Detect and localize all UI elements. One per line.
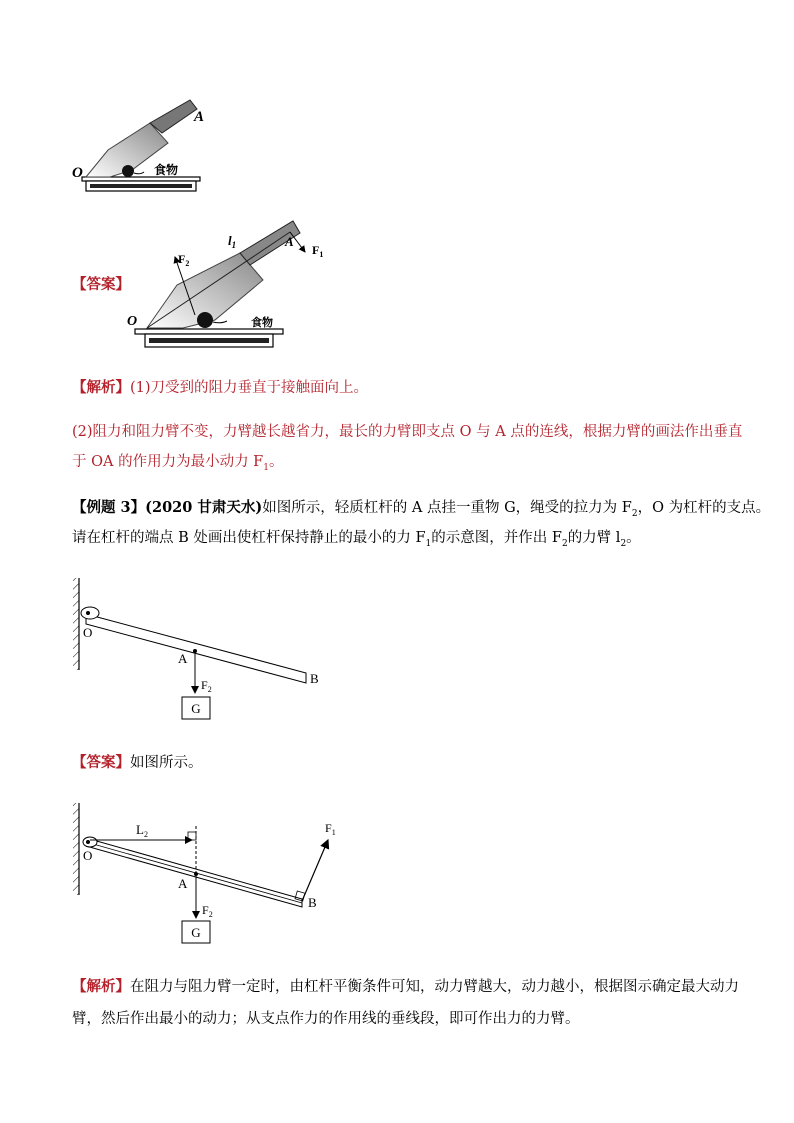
force-f1-arrow xyxy=(302,840,328,901)
example-tag: 【例题 3】 xyxy=(72,499,146,516)
label-a: A xyxy=(178,876,188,891)
label-f2: $F_2$ xyxy=(201,678,212,694)
label-o: O xyxy=(127,314,138,329)
lever-figure-question xyxy=(70,575,340,725)
wall-hatch xyxy=(73,803,79,895)
label-o: O xyxy=(83,848,93,863)
label-g: G xyxy=(191,701,201,716)
analysis-text: (1)刀受到的阻力垂直于接触面向上。 xyxy=(130,380,369,396)
knife-handle xyxy=(150,100,197,133)
lever-bar xyxy=(86,614,306,683)
knife-figure-question xyxy=(70,95,220,200)
label-a: A xyxy=(178,651,188,666)
food-ball xyxy=(197,312,213,328)
wall-hatch xyxy=(73,578,79,670)
cutting-board-top xyxy=(135,329,283,334)
analysis-1-line3: 于 OA 的作用力为最小动力 $F_1$。 xyxy=(72,454,284,473)
label-b: B xyxy=(310,671,319,686)
analysis-tag: 【解析】 xyxy=(72,379,130,396)
label-l1: $l_1$ xyxy=(228,233,237,250)
cutting-board-top xyxy=(82,177,200,181)
label-f2: $F_2$ xyxy=(202,903,213,919)
label-g: G xyxy=(191,925,201,940)
label-a: A xyxy=(194,109,205,125)
example-3-line2: 请在杠杆的端点 B 处画出使杠杆保持静止的最小的力 $F_1$的示意图，并作出 $F_2$的力臂 $l_2$。 xyxy=(72,530,641,549)
label-b: B xyxy=(308,895,317,910)
label-food: 食物 xyxy=(154,163,179,177)
analysis-tag: 【解析】 xyxy=(72,978,130,995)
analysis-2-line1: 【解析】在阻力与阻力臂一定时，由杠杆平衡条件可知，动力臂越大，动力越小，根据图示确定最大动力 xyxy=(72,978,739,995)
example-3-line1: 【例题 3】(2020 甘肃天水)如图所示，轻质杠杆的 A 点挂一重物 G，绳受的拉力为 $F_2$，O 为杠杆的支点。 xyxy=(72,499,771,519)
analysis-1-line1 xyxy=(72,373,368,403)
lever-figure-answer xyxy=(70,800,350,950)
label-food: 食物 xyxy=(251,316,273,329)
label-l2: $L_2$ xyxy=(136,822,148,839)
example-source: (2020 甘肃天水) xyxy=(145,499,263,516)
food-ball xyxy=(122,165,134,177)
answer-tag: 【答案】 xyxy=(72,276,130,293)
analysis-1-line2: (2)阻力和阻力臂不变，力臂越长越省力，最长的力臂即支点 O 与 A 点的连线，根据力臂的画法作出垂直 xyxy=(72,424,743,440)
label-f1: $F_1$ xyxy=(325,821,336,837)
answer-tag: 【答案】 xyxy=(72,754,130,771)
knife-figure-answer xyxy=(125,215,340,353)
label-o: O xyxy=(72,165,83,181)
label-f2: $F_2$ xyxy=(178,252,190,268)
label-a: A xyxy=(285,234,294,249)
right-angle-mark xyxy=(188,832,196,840)
answer-2: 【答案】如图所示。 xyxy=(72,754,203,771)
label-o: O xyxy=(83,625,93,640)
analysis-2-line2: 臂，然后作出最小的动力；从支点作力的作用线的垂线段，即可作出力的力臂。 xyxy=(72,1011,580,1027)
label-f1: $F_1$ xyxy=(312,243,324,259)
